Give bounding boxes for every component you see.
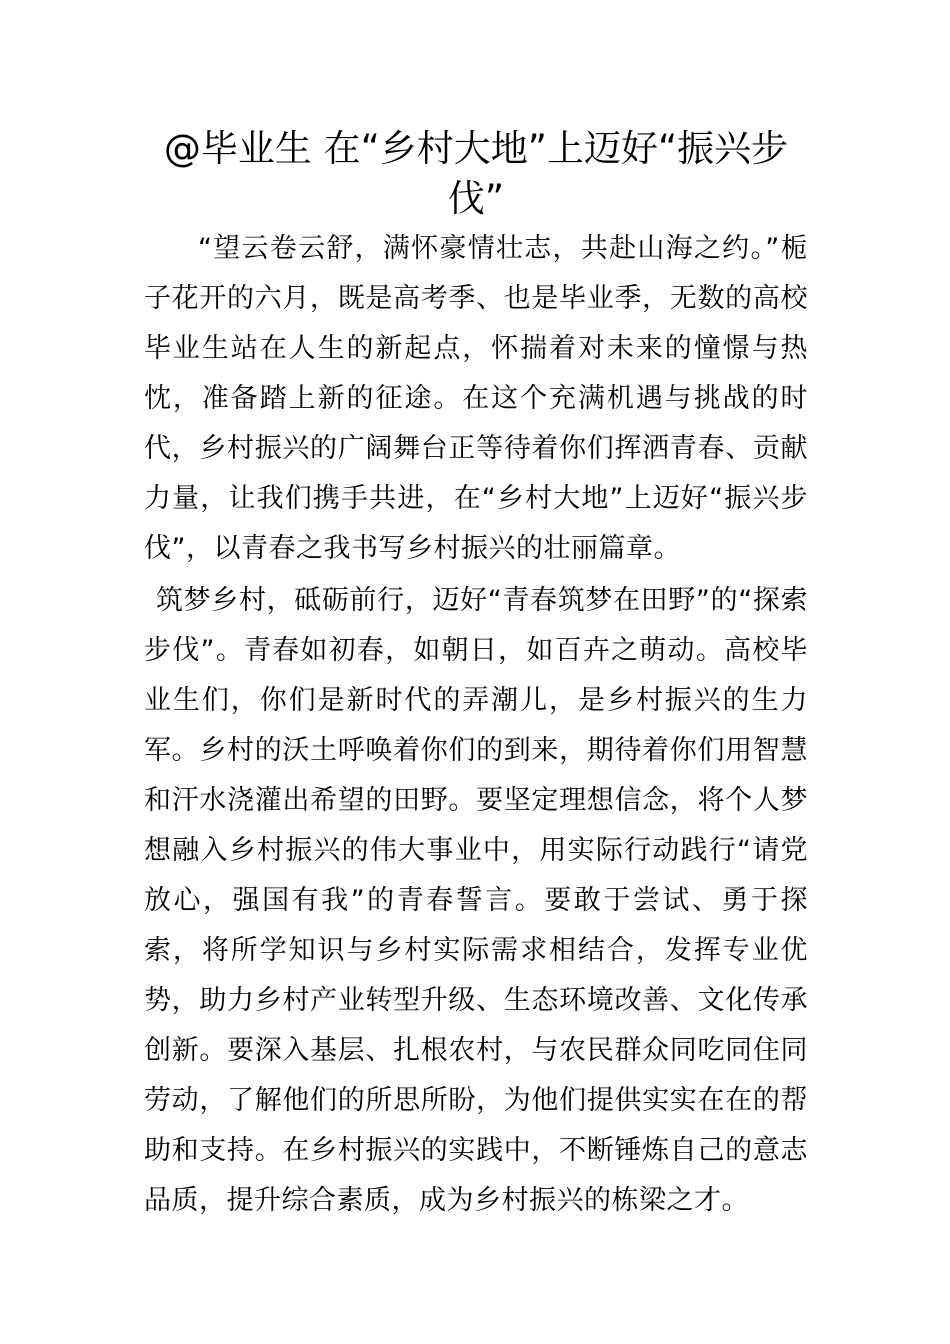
- article-body: [144, 124, 808, 1226]
- paragraph-explore-pace: 筑梦乡村，砥砺前行，迈好“青春筑梦在田野”的“探索步伐”。青春如初春，如朝日，如百卉之萌动。高校毕业生们，你们是新时代的弄潮儿，是乡村振兴的生力军。乡村的沃土呼唤着你们的到来，期待着你们用智慧和汗水浇灌出希望的田野。要坚定理想信念，将个人梦想融入乡村振兴的伟大事业中，用实际行动践行“请党放心，强国有我”的青春誓言。要敢于尝试、勇于探索，将所学知识与乡村实际需求相结合，发挥专业优势，助力乡村产业转型升级、生态环境改善、文化传承创新。要深入基层、扎根农村，与农民群众同吃同住同劳动，了解他们的所思所盼，为他们提供实实在在的帮助和支持。在乡村振兴的实践中，不断锤炼自己的意志品质，提升综合素质，成为乡村振兴的栋梁之才。: [144, 585, 808, 1216]
- article-title: @毕业生 在“乡村大地”上迈好“振兴步伐”: [163, 127, 789, 220]
- paragraph-intro: “望云卷云舒，满怀豪情壮志，共赴山海之约。”栀子花开的六月，既是高考季、也是毕业季，无数的高校毕业生站在人生的新起点，怀揣着对未来的憧憬与热忱，准备踏上新的征途。在这个充满机遇与挑战的时代，乡村振兴的广阔舞台正等待着你们挥洒青春、贡献力量，让我们携手共进，在“乡村大地”上迈好“振兴步伐”，以青春之我书写乡村振兴的壮丽篇章。: [144, 233, 808, 564]
